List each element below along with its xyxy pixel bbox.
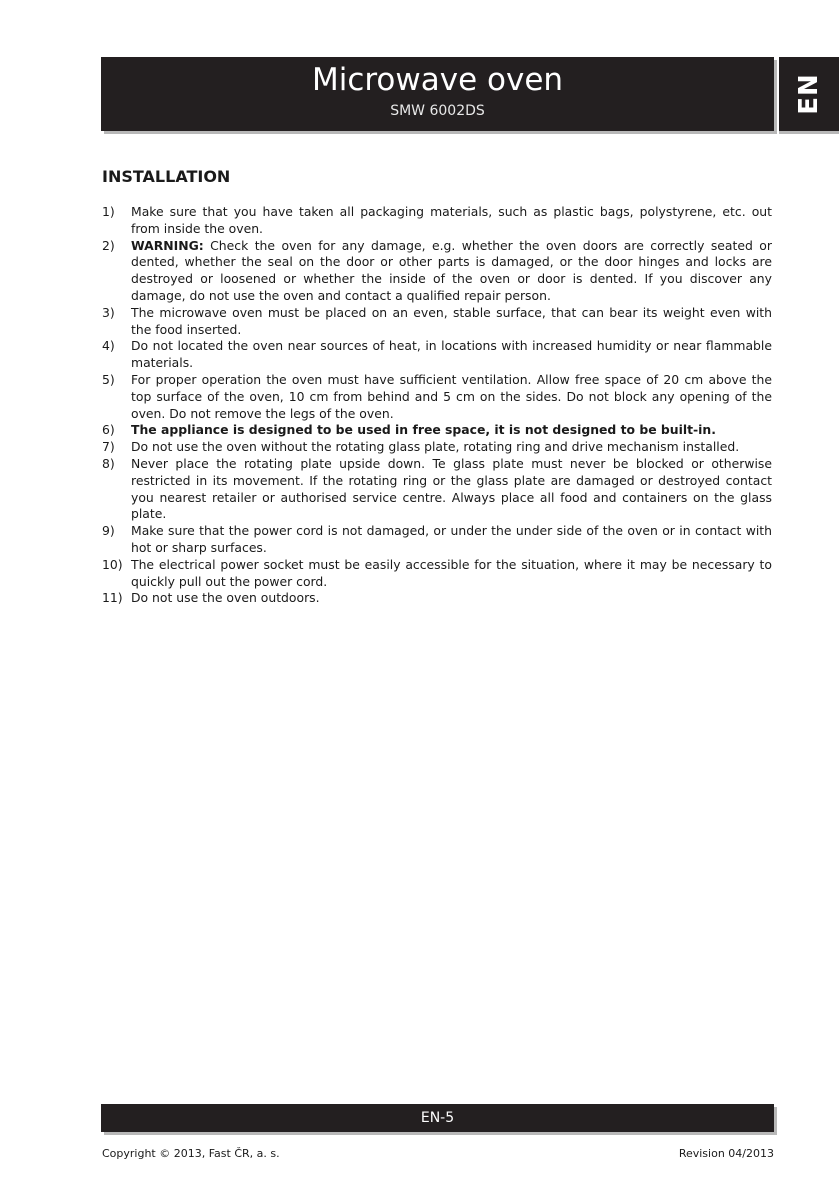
item-number: 11) (102, 590, 123, 606)
list-item (102, 422, 772, 439)
item-number: 5) (102, 371, 115, 387)
list-item (102, 456, 772, 523)
header-bar (101, 57, 774, 131)
item-text: Make sure that you have taken all packaging materials, such as plastic bags, polystyrene, etc. out from inside the oven. (131, 204, 772, 236)
item-text: Do not located the oven near sources of heat, in locations with increased humidity or near flammable materials. (131, 338, 772, 371)
item-number: 6) (102, 422, 115, 438)
language-tab (779, 57, 839, 131)
section-title: INSTALLATION (102, 167, 231, 186)
item-number: 7) (102, 439, 115, 455)
item-text: Do not use the oven outdoors. (131, 590, 320, 606)
warning-label: WARNING: (131, 237, 204, 253)
item-number: 4) (102, 338, 115, 354)
item-number: 2) (102, 237, 115, 253)
item-number: 3) (102, 304, 115, 320)
page-number-bar (101, 1104, 774, 1132)
language-code: EN (794, 73, 824, 115)
list-item (102, 338, 772, 372)
list-item (102, 305, 772, 339)
item-number: 10) (102, 556, 123, 572)
item-text-bold: The appliance is designed to be used in free space, it is not designed to be built-in. (131, 422, 716, 438)
document-title: Microwave oven (311, 62, 564, 98)
revision-label: Revision 04/2013 (678, 1147, 774, 1160)
item-number: 8) (102, 455, 115, 471)
item-text: The electrical power socket must be easily accessible for the situation, where it may be necessary to quickly pull out the power cord. (131, 556, 772, 589)
item-text: Make sure that the power cord is not damaged, or under the under side of the oven or in contact with hot or sharp surfaces. (131, 523, 772, 555)
list-item (102, 372, 772, 422)
instruction-list (102, 204, 772, 607)
item-number: 9) (102, 523, 115, 539)
model-number: SMW 6002DS (390, 103, 485, 119)
item-text: The microwave oven must be placed on an even, stable surface, that can bear its weight even with the food inserted. (131, 304, 772, 337)
list-item (102, 590, 772, 607)
list-item (102, 204, 772, 238)
list-item (102, 523, 772, 557)
item-text: Check the oven for any damage, e.g. whether the oven doors are correctly seated or dented, whether the seal on the door or other parts is damaged, or the door hinges and locks are destroyed or loosened or whether the inside of the oven or door is dented. If you discover any damage, do not use the oven and contact a qualified repair person. (131, 237, 772, 303)
item-text: Do not use the oven without the rotating glass plate, rotating ring and drive mechanism installed. (131, 439, 740, 455)
list-item (102, 238, 772, 305)
item-text: For proper operation the oven must have sufficient ventilation. Allow free space of 20 cm above the top surface of the oven, 10 cm from behind and 5 cm on the sides. Do not block any opening of the oven. Do not remove the legs of the oven. (131, 371, 772, 421)
list-item (102, 439, 772, 456)
item-number: 1) (102, 204, 115, 219)
copyright-notice: Copyright © 2013, Fast ČR, a. s. (102, 1147, 280, 1160)
list-item (102, 557, 772, 591)
page-number: EN-5 (420, 1110, 455, 1126)
item-text: Never place the rotating plate upside down. Te glass plate must never be blocked or otherwise restricted in its movement. If the rotating ring or the glass plate are damaged or destroyed contact you nearest retailer or authorised service centre. Always place all food and containers on the glass plate. (131, 455, 772, 522)
